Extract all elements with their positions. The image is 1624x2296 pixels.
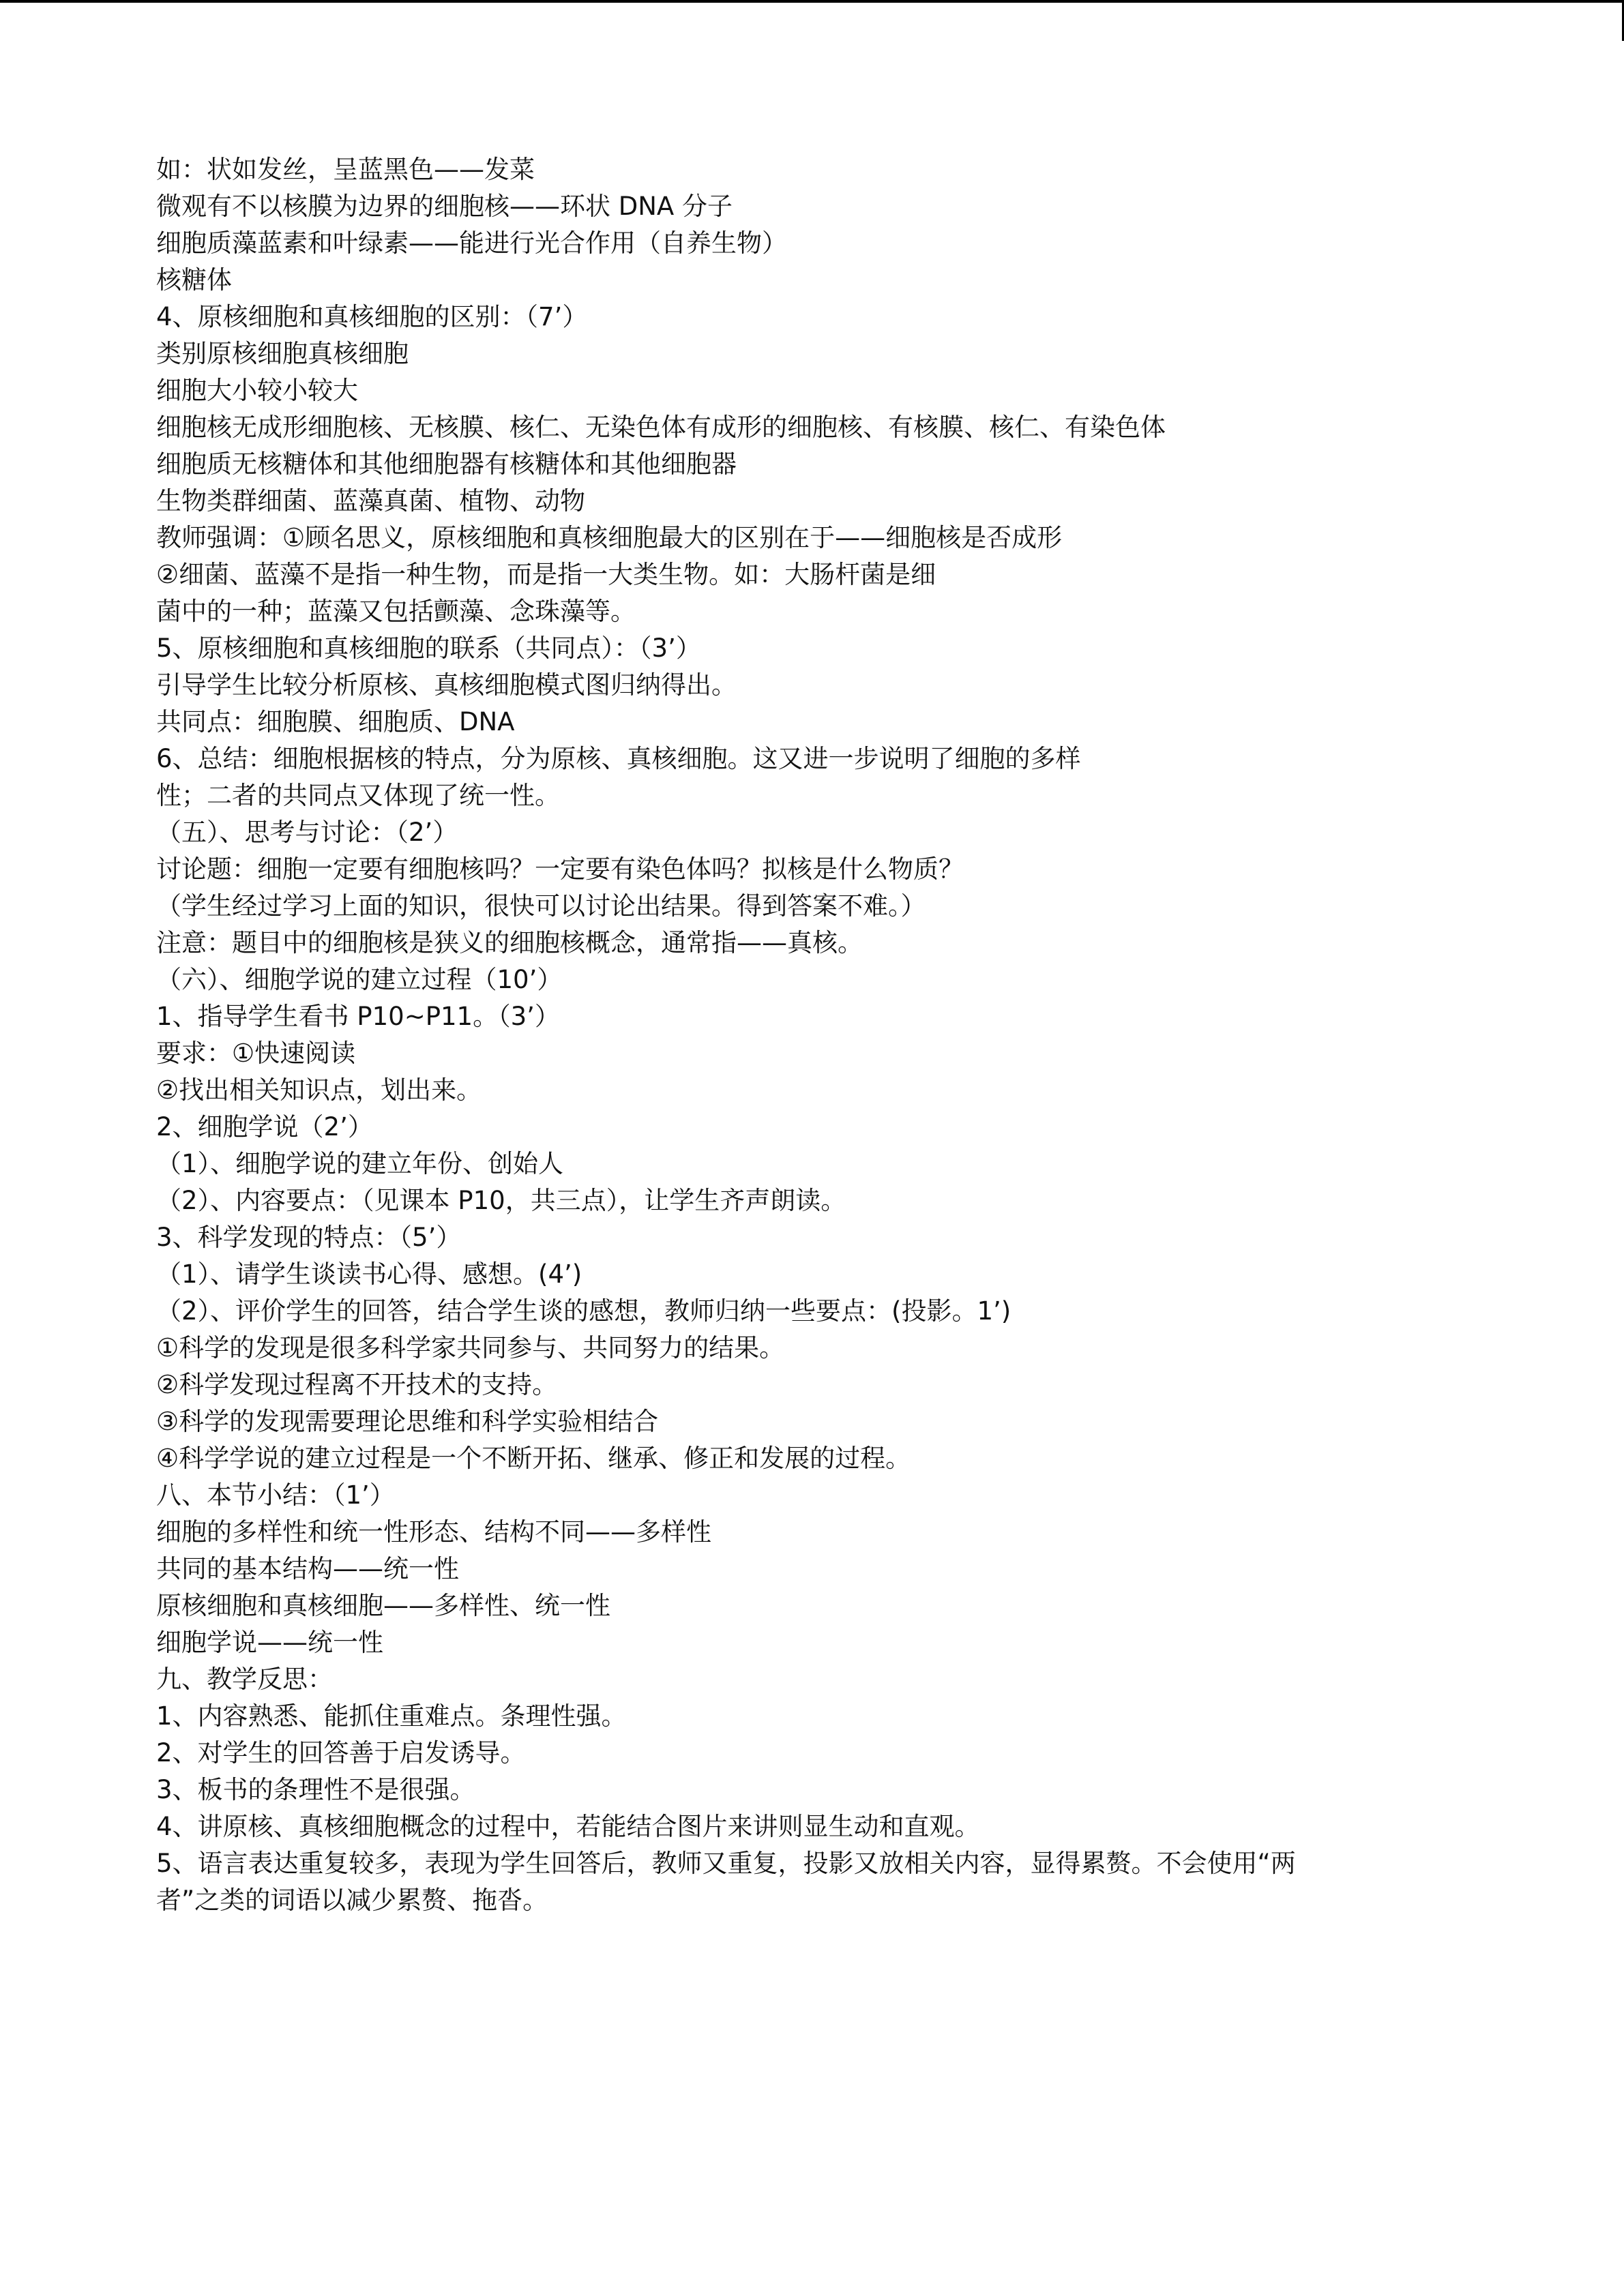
- text-line: 微观有不以核膜为边界的细胞核——环状 DNA 分子: [156, 192, 733, 221]
- text-line: 4、讲原核、真核细胞概念的过程中，若能结合图片来讲则显生动和直观。: [156, 1812, 980, 1841]
- text-line: ④科学学说的建立过程是一个不断开拓、继承、修正和发展的过程。: [156, 1444, 911, 1473]
- text-line: （2）、内容要点：（见课本 P10，共三点），让学生齐声朗读。: [156, 1186, 846, 1215]
- text-line: 类别原核细胞真核细胞: [156, 339, 409, 368]
- text-line: （1）、请学生谈读书心得、感想。(4’): [156, 1259, 582, 1289]
- text-line: ①科学的发现是很多科学家共同参与、共同努力的结果。: [156, 1333, 785, 1362]
- section-heading: 2、细胞学说（2’）: [156, 1112, 373, 1142]
- text-line: ②细菌、蓝藻不是指一种生物，而是指一大类生物。如：大肠杆菌是细: [156, 560, 936, 589]
- text-line: 菌中的一种；蓝藻又包括颤藻、念珠藻等。: [156, 597, 636, 626]
- text-line: 2、对学生的回答善于启发诱导。: [156, 1738, 526, 1768]
- text-line: ②科学发现过程离不开技术的支持。: [156, 1370, 558, 1399]
- text-line: 细胞大小较小较大: [156, 376, 358, 405]
- section-heading: 3、科学发现的特点：（5’）: [156, 1223, 462, 1252]
- text-line: 细胞核无成形细胞核、无核膜、核仁、无染色体有成形的细胞核、有核膜、核仁、有染色体: [156, 413, 1166, 442]
- text-line: 细胞的多样性和统一性形态、结构不同——多样性: [156, 1517, 711, 1547]
- text-line: （1）、细胞学说的建立年份、创始人: [156, 1149, 564, 1178]
- text-line: 5、语言表达重复较多，表现为学生回答后，教师又重复，投影又放相关内容，显得累赘。不会使用“两: [156, 1849, 1296, 1878]
- text-line: 讨论题：细胞一定要有细胞核吗？一定要有染色体吗？拟核是什么物质？: [156, 854, 964, 884]
- text-line: 细胞质无核糖体和其他细胞器有核糖体和其他细胞器: [156, 449, 737, 479]
- text-line: 性；二者的共同点又体现了统一性。: [156, 781, 560, 810]
- text-line: 者”之类的词语以减少累赘、拖沓。: [156, 1885, 548, 1915]
- section-heading: 九、教学反思：: [156, 1665, 333, 1694]
- text-line: 细胞学说——统一性: [156, 1628, 383, 1657]
- text-line: 原核细胞和真核细胞——多样性、统一性: [156, 1591, 610, 1620]
- text-line: 教师强调：①顾名思义，原核细胞和真核细胞最大的区别在于——细胞核是否成形: [156, 523, 1063, 552]
- section-heading: （六）、细胞学说的建立过程（10’）: [156, 965, 563, 994]
- text-line: 1、内容熟悉、能抓住重难点。条理性强。: [156, 1701, 627, 1731]
- text-line: 引导学生比较分析原核、真核细胞模式图归纳得出。: [156, 670, 737, 700]
- text-line: （学生经过学习上面的知识，很快可以讨论出结果。得到答案不难。）: [156, 891, 926, 921]
- section-heading: 4、原核细胞和真核细胞的区别：（7’）: [156, 302, 588, 331]
- section-heading: 八、本节小结：（1’）: [156, 1480, 395, 1510]
- text-line: 注意：题目中的细胞核是狭义的细胞核概念，通常指——真核。: [156, 928, 863, 957]
- text-line: ②找出相关知识点，划出来。: [156, 1075, 482, 1105]
- text-line: 共同的基本结构——统一性: [156, 1554, 459, 1583]
- document-body: [156, 151, 1479, 1919]
- section-heading: （五）、思考与讨论：（2’）: [156, 818, 458, 847]
- text-line: 要求：①快速阅读: [156, 1039, 356, 1068]
- text-line: 如：状如发丝，呈蓝黑色——发菜: [156, 155, 535, 184]
- text-line: 细胞质藻蓝素和叶绿素——能进行光合作用（自养生物）: [156, 228, 787, 258]
- text-line: 3、板书的条理性不是很强。: [156, 1775, 475, 1804]
- text-line: 共同点：细胞膜、细胞质、DNA: [156, 707, 515, 736]
- text-line: （2）、评价学生的回答，结合学生谈的感想，教师归纳一些要点：(投影。1’): [156, 1296, 1012, 1326]
- text-line: 生物类群细菌、蓝藻真菌、植物、动物: [156, 486, 585, 516]
- text-line: 核糖体: [156, 265, 232, 295]
- text-line: 1、指导学生看书 P10~P11。（3’）: [156, 1002, 560, 1031]
- section-heading: 5、原核细胞和真核细胞的联系（共同点）：（3’）: [156, 633, 701, 663]
- section-heading: 6、总结：细胞根据核的特点，分为原核、真核细胞。这又进一步说明了细胞的多样: [156, 744, 1081, 773]
- page-top-border: [0, 0, 1624, 3]
- text-line: ③科学的发现需要理论思维和科学实验相结合: [156, 1407, 659, 1436]
